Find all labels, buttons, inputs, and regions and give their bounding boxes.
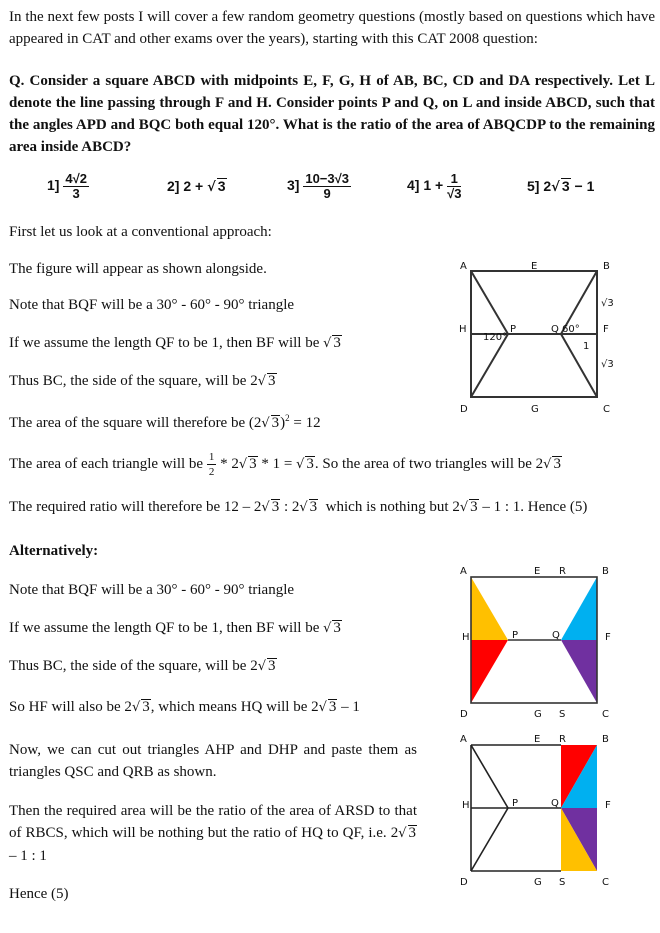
radical-sign: √ [299,500,308,515]
option-label: 4] [407,177,420,194]
radicand: 3 [271,415,280,431]
answer-options [0,166,660,206]
denominator: 3 [72,186,80,201]
text: Thus BC, the side of the square, will be 2 [9,658,258,674]
figure-colored-triangles [445,562,635,722]
label-c: C [603,404,610,415]
fc-length-label: √3 [601,359,614,370]
label-s: S [559,877,566,888]
label-g: G [534,877,542,888]
denominator: 2 [208,466,215,478]
conv-line-4 [9,371,277,392]
figure-rearranged [445,731,635,891]
radical-sign: √ [551,180,560,195]
radicand: 3 [333,335,341,351]
option-label: 1] [47,177,60,194]
angle-p-label: 120° [483,332,508,343]
label-d: D [460,709,468,720]
option-label: 2] [167,178,180,194]
text: If we assume the length QF to be 1, then BF will be [9,620,324,636]
fraction [303,172,351,201]
radicand: 3 [408,825,416,841]
radical-sign: √ [323,336,332,351]
intro-paragraph: In the next few posts I will cover a few random geometry questions (mostly based on questions which have appeared in CAT and other exams over the years), starting with this CAT 2008 question: [9,9,655,47]
radicand: 3 [268,373,276,389]
option-2 [167,178,227,195]
text: The required ratio will therefore be 12 – 2 [9,499,262,515]
text: The area of the square will therefore be (2 [9,415,262,431]
alt-line-4 [9,697,360,718]
text: * 2 [216,455,239,472]
conv-line-5 [9,408,321,434]
radical-sign: √ [318,700,327,715]
alt-paragraph-2 [9,800,417,867]
alt-line-2 [9,618,342,639]
text: Thus BC, the side of the square, will be 2 [9,373,258,389]
option-text: 2 [543,178,552,194]
radical-sign: √ [238,456,248,472]
radical-sign: √ [257,374,267,389]
label-c: C [602,877,609,888]
figure-conventional [445,256,635,416]
triangle-bqf [561,577,597,640]
text: The area of each triangle will be [9,455,207,472]
option-text: 2 + [183,178,208,194]
label-r: R [559,734,566,745]
radical-sign: √ [459,500,469,515]
label-c: C [602,709,609,720]
option-3 [287,172,351,201]
text: : 2 [280,499,300,515]
angle-q-label: 60° [562,324,580,335]
label-h: H [459,324,467,335]
option-1 [47,172,89,201]
label-p: P [512,630,519,641]
label-b: B [602,566,609,577]
text: which is nothing but 2 [318,499,460,515]
label-h: H [462,632,470,643]
label-b: B [602,734,609,745]
radicand: 3 [561,178,570,194]
option-label: 5] [527,178,540,194]
radicand: 3 [268,658,276,674]
radicand: 3 [306,455,314,472]
radical-sign: √ [207,180,216,195]
radicand: 3 [470,499,478,515]
label-e: E [534,734,541,745]
label-g: G [531,404,539,415]
radicand: 3 [249,455,257,472]
radical-sign: √ [257,659,267,674]
label-e: E [534,566,541,577]
qf-length-label: 1 [583,341,590,352]
text: ) [280,415,286,431]
radicand: 3 [217,178,226,194]
alt-line-3 [9,656,277,677]
radicand: 3 [553,455,561,472]
label-f: F [605,632,611,643]
label-h: H [462,800,470,811]
radicand: 3 [271,499,280,515]
numerator: 1 [447,172,461,187]
label-r: R [559,566,566,577]
question-text: Q. Consider a square ABCD with midpoints E, F, G, H of AB, BC, CD and DA respectively. Let L denote the line passing through F and H. Consider points P and Q, on L and inside ABCD, such that the angles APD and BQC both equal 120°. What is the ratio of the area of ABQCDP to the remaining area inside ABCD? [9,73,655,155]
radicand: 3 [333,620,341,636]
radical-sign: √ [323,621,332,636]
radicand: 3 [142,699,150,715]
text: – 1 : 1 [9,848,47,864]
label-q: Q [551,798,559,809]
denominator: 9 [323,186,331,201]
text: . So the area of two triangles will be 2 [314,455,544,472]
label-p: P [510,324,517,335]
triangle-dhp [471,640,508,703]
label-a: A [460,734,467,745]
text: So HF will also be 2 [9,699,132,715]
text: – 1 [337,699,360,715]
fraction [447,172,461,201]
radical-sign: √ [131,700,141,715]
label-a: A [460,566,467,577]
fraction [63,172,89,201]
conv-line-2: Note that BQF will be a 30° - 60° - 90° triangle [9,297,295,313]
text: If we assume the length QF to be 1, then BF will be [9,335,324,351]
conv-line-1: The figure will appear as shown alongside. [9,261,267,277]
label-q: Q [552,630,560,641]
alt-line-1: Note that BQF will be a 30° - 60° - 90° triangle [9,582,295,598]
label-p: P [512,798,519,809]
triangle-cqf [561,640,597,703]
exponent: 2 [285,413,290,423]
numerator: 1 [208,451,215,463]
label-b: B [603,261,610,272]
label-f: F [605,800,611,811]
denominator: √3 [447,186,462,201]
fraction [207,450,217,479]
numerator: 4√2 [65,171,87,186]
label-a: A [460,261,467,272]
text: Then the required area will be the ratio of the area of ARSD to that of RBCS, which will be nothing but the ratio of HQ to QF, i.e. 2 [9,803,417,841]
text: – 1 : 1. Hence (5) [478,499,588,515]
option-tail: − 1 [570,178,595,194]
alternative-heading: Alternatively: [9,543,99,559]
alt-hence: Hence (5) [9,886,69,902]
numerator: 10−3√3 [305,171,349,186]
radicand: 3 [328,699,337,715]
triangle-ahp [471,577,508,640]
conventional-heading: First let us look at a conventional approach: [9,224,272,240]
radical-sign: √ [296,456,305,472]
option-text: 1 + [423,177,448,194]
conv-line-7 [9,497,587,518]
conv-line-3 [9,333,342,354]
text: , which means HQ will be 2 [150,699,319,715]
label-s: S [559,709,566,720]
label-g: G [534,709,542,720]
label-f: F [603,324,609,335]
radical-sign: √ [261,500,270,515]
text: * 1 = [257,455,297,472]
radical-sign: √ [543,456,552,472]
option-4 [407,172,461,201]
label-d: D [460,404,468,415]
radicand: 3 [309,499,318,515]
bf-length-label: √3 [601,298,614,309]
conv-line-6 [9,450,562,479]
label-d: D [460,877,468,888]
text: = 12 [289,415,321,431]
option-label: 3] [287,177,300,194]
radical-sign: √ [261,416,270,431]
label-q: Q [551,324,559,335]
radical-sign: √ [398,826,407,841]
alt-paragraph-1: Now, we can cut out triangles AHP and DHP and paste them as triangles QSC and QRB as shown. [9,742,417,780]
label-e: E [531,261,538,272]
option-5 [527,178,594,195]
